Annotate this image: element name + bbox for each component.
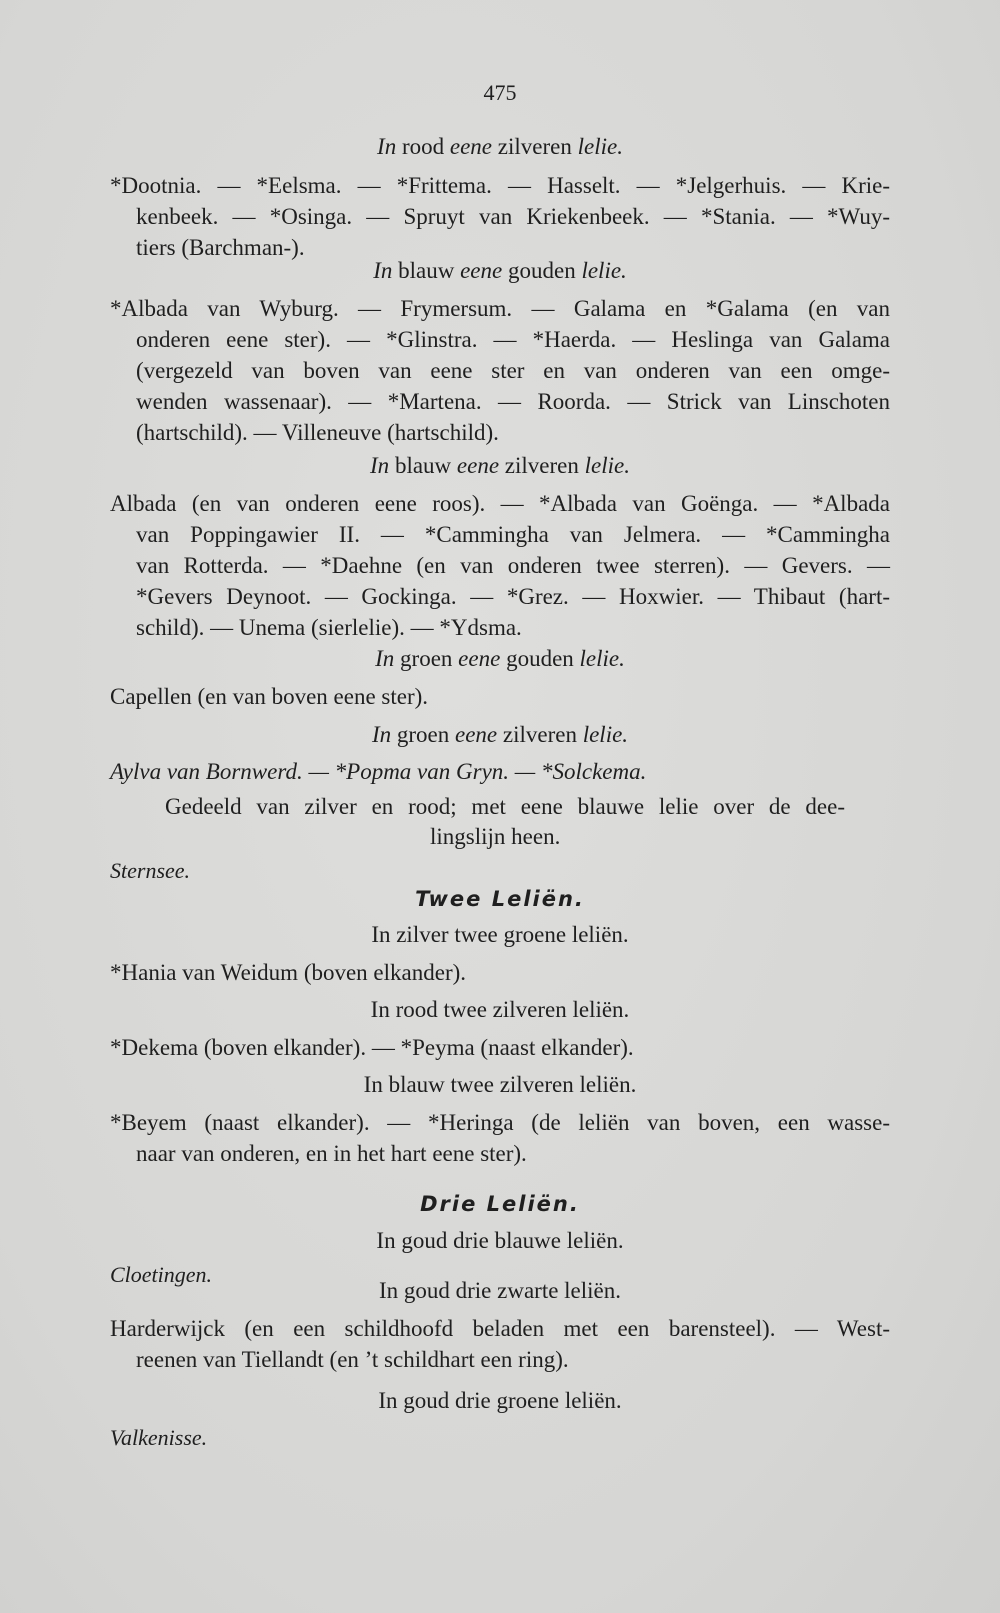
heading-word: eene (449, 134, 493, 159)
text-line: van Poppingawier II. — *Cammingha van Jelmera. — *Cammingha (136, 522, 890, 547)
text-line: Capellen (en van boven eene ster). (110, 684, 429, 709)
text-line: *Beyem (naast elkander). — *Heringa (de leliën van boven, een wasse- (110, 1110, 890, 1135)
side-name-sternsee: Sternsee. (110, 858, 191, 883)
subheading: In rood twee zilveren leliën. (370, 997, 630, 1022)
text-line: Harderwijck (en een schildhoofd beladen met een barensteel). — West- (110, 1316, 890, 1341)
entry-line: *Hania van Weidum (boven elkander). (110, 960, 467, 985)
paragraph-group-2 (110, 293, 890, 448)
text-line: van Rotterda. — *Daehne (en van onderen twee sterren). — Gevers. — (136, 553, 890, 578)
subheading: In zilver twee groene leliën. (371, 922, 629, 947)
text-line: Aylva van Bornwerd. — *Popma van Gryn. — *Solckema. (110, 759, 647, 784)
heading-gedeeld: Gedeeld van zilver en rood; met eene blauwe lelie over de dee- (165, 794, 845, 819)
side-name-cloetingen: Cloetingen. (110, 1262, 213, 1287)
paragraph-harderwijck (110, 1313, 890, 1375)
heading-word: eene (460, 258, 503, 283)
heading-word: gouden (502, 258, 582, 283)
heading-word: zilveren (499, 453, 585, 478)
text-line: *Gevers Deynoot. — Gockinga. — *Grez. — Hoxwier. — Thibaut (hart- (136, 584, 890, 609)
heading-word: rood (396, 134, 450, 159)
heading-word: eene (458, 646, 501, 671)
text-line: Albada (en van onderen eene roos). — *Albada van Goënga. — *Albada (110, 491, 890, 516)
side-name-valkenisse: Valkenisse. (110, 1425, 208, 1450)
text-line: kenbeek. — *Osinga. — Spruyt van Kriekenbeek. — *Stania. — *Wuy- (136, 204, 890, 229)
heading-word: In (375, 646, 395, 671)
heading-word: In (371, 722, 392, 747)
heading-word: zilveren (497, 722, 583, 747)
heading-word: groen (391, 722, 455, 747)
heading-groen-gouden (0, 646, 1000, 672)
subheading: In blauw twee zilveren leliën. (363, 1072, 637, 1097)
text-line: schild). — Unema (sierlelie). — *Ydsma. (136, 615, 522, 640)
heading-groen-zilveren (0, 722, 1000, 748)
text-line: onderen eene ster). — *Glinstra. — *Haerda. — Heslinga van Galama (136, 327, 890, 352)
heading-word: lelie. (581, 258, 627, 283)
text-line: naar van onderen, en in het hart eene ster). (136, 1141, 527, 1166)
heading-blauw-gouden (0, 258, 1000, 284)
heading-blauw-zilveren (0, 453, 1000, 479)
text-line: *Albada van Wyburg. — Frymersum. — Galama en *Galama (en van (110, 296, 890, 321)
subheading: In goud drie groene leliën. (378, 1388, 622, 1413)
heading-rood-zilveren (0, 134, 1000, 160)
text-line: *Dootnia. — *Eelsma. — *Frittema. — Hasselt. — *Jelgerhuis. — Krie- (110, 173, 890, 198)
paragraph-group-1 (110, 170, 890, 263)
heading-word: eene (454, 722, 498, 747)
heading-word: lelie. (577, 134, 623, 159)
text-line: wenden wassenaar). — *Martena. — Roorda. — Strick van Linschoten (136, 389, 890, 414)
paragraph-heringa (110, 1107, 890, 1169)
text-line: tiers (Barchman-). (136, 235, 305, 260)
heading-word: lelie. (579, 646, 625, 671)
heading-word: In (370, 453, 390, 478)
paragraph-group-4 (110, 681, 890, 712)
heading-word: groen (394, 646, 459, 671)
entry-line: *Dekema (boven elkander). — *Peyma (naast elkander). (110, 1035, 634, 1060)
heading-gedeeld-cont: lingslijn heen. (430, 824, 561, 849)
paragraph-group-3 (110, 488, 890, 643)
text-line: (hartschild). — Villeneuve (hartschild). (136, 420, 499, 445)
heading-word: blauw (389, 453, 457, 478)
heading-word: eene (456, 453, 500, 478)
heading-word: In (377, 134, 397, 159)
heading-word: In (373, 258, 393, 283)
heading-word: lelie. (584, 453, 630, 478)
paragraph-group-5 (110, 756, 890, 787)
heading-word: blauw (392, 258, 461, 283)
section-title-twee-lelien: Twee Leliën. (415, 887, 585, 911)
page-number: 475 (483, 80, 517, 105)
heading-word: zilveren (492, 134, 578, 159)
text-line: (vergezeld van boven van eene ster en van onderen van een omge- (136, 358, 890, 383)
subheading: In goud drie blauwe leliën. (376, 1228, 624, 1253)
heading-word: lelie. (582, 722, 629, 747)
subheading: In goud drie zwarte leliën. (378, 1278, 622, 1303)
section-title-drie-lelien: Drie Leliën. (420, 1192, 580, 1216)
text-line: reenen van Tiellandt (en ’t schildhart een ring). (136, 1347, 569, 1372)
heading-word: gouden (500, 646, 580, 671)
